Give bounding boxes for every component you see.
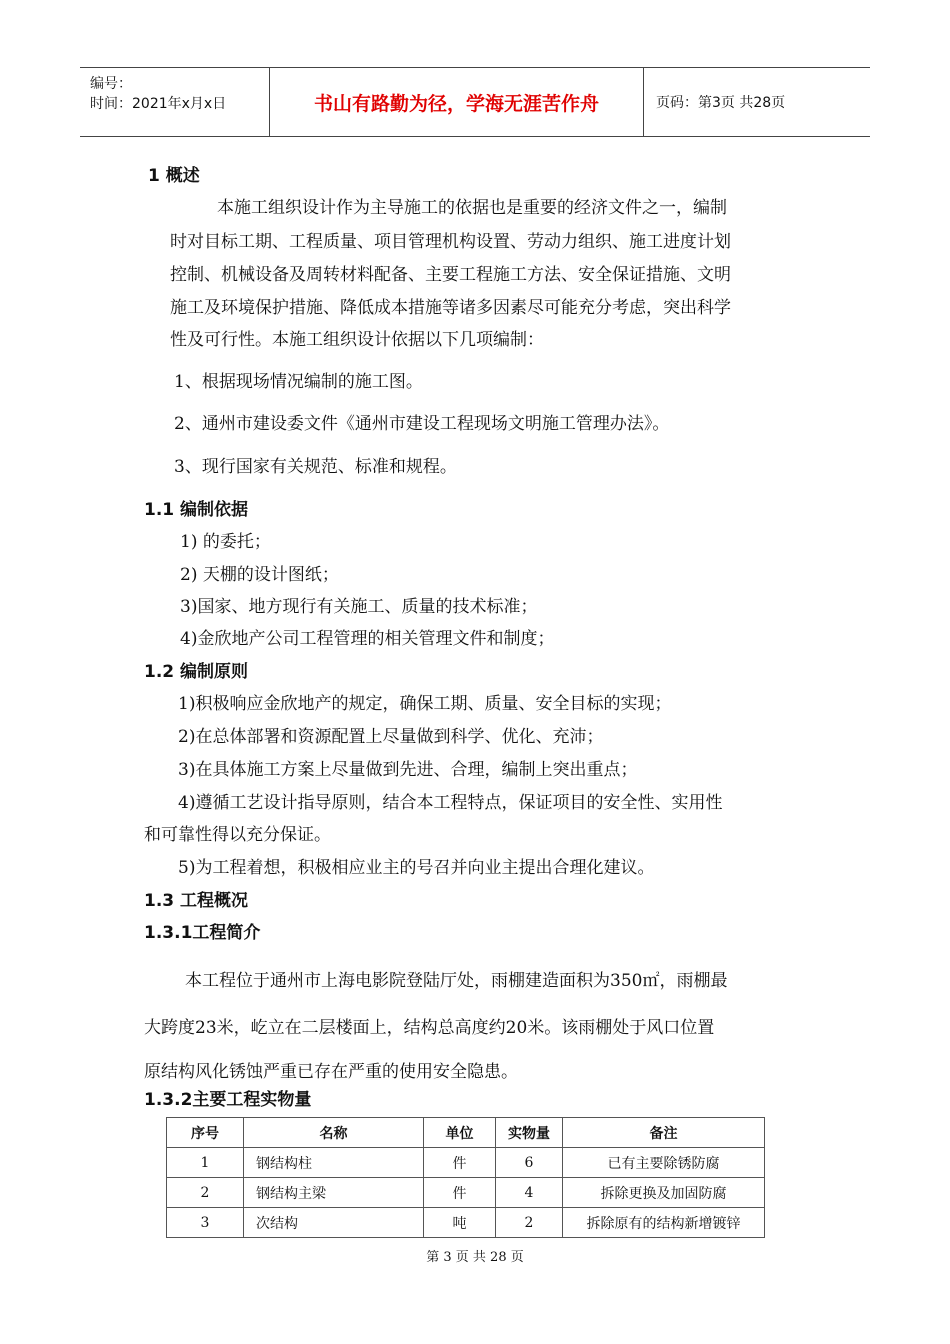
table-cell: 吨 (424, 1208, 496, 1238)
section-1-1-item: 4)金欣地产公司工程管理的相关管理文件和制度； (180, 629, 555, 649)
section-1-2-item: 和可靠性得以充分保证。 (144, 825, 331, 845)
table-header-row (167, 1118, 765, 1148)
header-motto: 书山有路勤为径，学海无涯苦作舟 (270, 68, 644, 136)
section-1-item: 3、现行国家有关规范、标准和规程。 (174, 457, 457, 477)
section-1-paragraph-line: 性及可行性。本施工组织设计依据以下几项编制： (170, 330, 544, 350)
section-1-paragraph-line: 本施工组织设计作为主导施工的依据也是重要的经济文件之一，编制 (217, 198, 727, 218)
page-footer: 第 3 页 共 28 页 (426, 1250, 524, 1265)
section-1-3-1-paragraph-line: 原结构风化锈蚀严重已存在严重的使用安全隐患。 (144, 1062, 518, 1082)
section-1-2-item: 5)为工程着想，积极相应业主的号召并向业主提出合理化建议。 (178, 858, 655, 878)
table-cell: 钢结构柱 (244, 1148, 424, 1178)
section-1-1-item: 2) 天棚的设计图纸； (180, 565, 339, 585)
quantity-table (166, 1117, 765, 1238)
table-row (167, 1178, 765, 1208)
table-cell: 已有主要除锈防腐 (563, 1148, 765, 1178)
section-1-2-item: 1)积极响应金欣地产的规定，确保工期、质量、安全目标的实现； (178, 694, 672, 714)
table-cell: 4 (496, 1178, 563, 1208)
column-header: 实物量 (496, 1118, 563, 1148)
column-header: 名称 (244, 1118, 424, 1148)
table-row (167, 1208, 765, 1238)
table-cell: 6 (496, 1148, 563, 1178)
section-1-2-item: 2)在总体部署和资源配置上尽量做到科学、优化、充沛； (178, 727, 604, 747)
table-cell: 拆除更换及加固防腐 (563, 1178, 765, 1208)
table-cell: 1 (167, 1148, 244, 1178)
column-header: 序号 (167, 1118, 244, 1148)
section-1-paragraph-line: 时对目标工期、工程质量、项目管理机构设置、劳动力组织、施工进度计划 (170, 232, 731, 252)
section-1-1-item: 3)国家、地方现行有关施工、质量的技术标准； (180, 597, 538, 617)
table-cell: 3 (167, 1208, 244, 1238)
table-cell: 次结构 (244, 1208, 424, 1238)
section-1-item: 2、通州市建设委文件《通州市建设工程现场文明施工管理办法》。 (174, 414, 670, 434)
section-1-title: 1 概述 (148, 166, 200, 186)
table-row (167, 1148, 765, 1178)
table-cell: 2 (496, 1208, 563, 1238)
doc-date: 时间：2021年x月x日 (90, 96, 227, 112)
header-page-info: 页码：第3页 共28页 (656, 95, 786, 111)
section-1-3-1-paragraph-line: 本工程位于通州市上海电影院登陆厅处，雨棚建造面积为350㎡，雨棚最 (185, 971, 728, 991)
section-1-3-title: 1.3 工程概况 (144, 891, 249, 911)
section-1-paragraph-line: 施工及环境保护措施、降低成本措施等诸多因素尽可能充分考虑，突出科学 (170, 298, 731, 318)
section-1-item: 1、根据现场情况编制的施工图。 (174, 372, 423, 392)
table-cell: 件 (424, 1178, 496, 1208)
table-cell: 件 (424, 1148, 496, 1178)
section-1-2-item: 3)在具体施工方案上尽量做到先进、合理，编制上突出重点； (178, 760, 638, 780)
section-1-1-item: 1) 的委托； (180, 532, 271, 552)
page-header (80, 67, 870, 137)
section-1-paragraph-line: 控制、机械设备及周转材料配备、主要工程施工方法、安全保证措施、文明 (170, 265, 731, 285)
section-1-3-1-paragraph-line: 大跨度23米，屹立在二层楼面上，结构总高度约20米。该雨棚处于风口位置 (144, 1018, 715, 1038)
section-1-3-2-title: 1.3.2主要工程实物量 (144, 1090, 312, 1110)
column-header: 单位 (424, 1118, 496, 1148)
section-1-2-title: 1.2 编制原则 (144, 662, 249, 682)
table-cell: 拆除原有的结构新增镀锌 (563, 1208, 765, 1238)
table-cell: 2 (167, 1178, 244, 1208)
section-1-3-1-title: 1.3.1工程简介 (144, 923, 261, 943)
header-meta (80, 68, 270, 136)
section-1-1-title: 1.1 编制依据 (144, 500, 249, 520)
table-cell: 钢结构主梁 (244, 1178, 424, 1208)
column-header: 备注 (563, 1118, 765, 1148)
doc-number: 编号： (90, 76, 132, 92)
section-1-2-item: 4)遵循工艺设计指导原则，结合本工程特点，保证项目的安全性、实用性 (178, 793, 723, 813)
